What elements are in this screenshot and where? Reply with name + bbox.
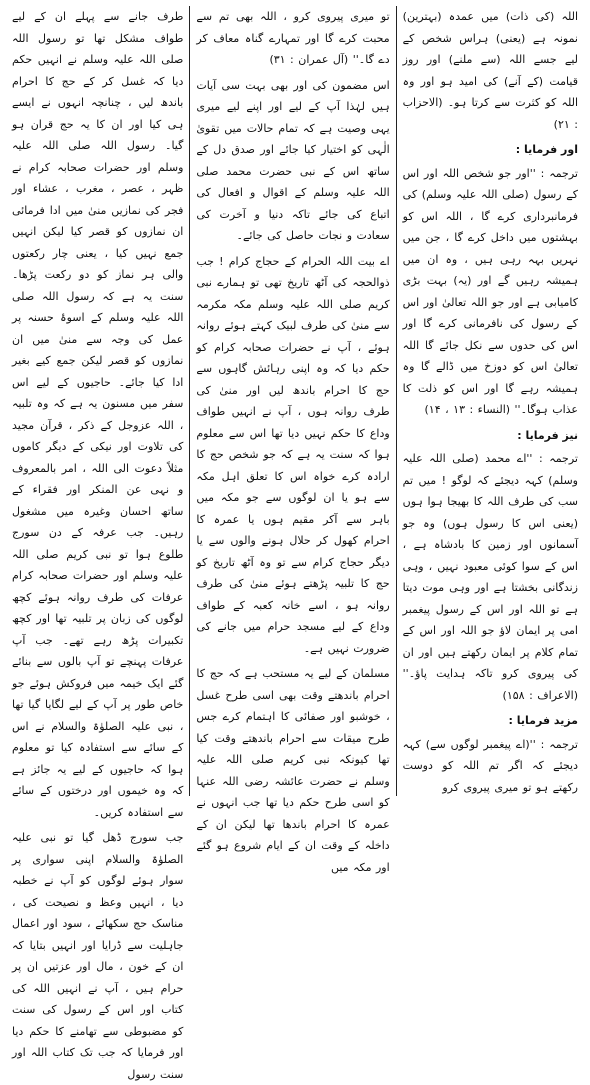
paragraph: اللہ (کی ذات) میں عمدہ (بہترین) نمونہ ہے (یعنی) ہراس شخص کے لیے جسے اللہ (سے ملنے) اور روز قیامت (کے آنے) کی امید ہو اور وہ اللہ کو کثرت سے کرتا ہو۔ (الاحزاب : ۲۱) — [402, 10, 578, 131]
column-middle — [190, 6, 395, 874]
subheading: اور فرمایا : — [515, 143, 578, 156]
subheading: نیز فرمایا : — [517, 428, 578, 442]
paragraph: جب سورج ڈھل گیا تو نبی علیہ الصلوٰۃ والسلام اپنی سواری پر سوار ہوئے لوگوں کو آپ نے خطبہ دیا ، انہیں وعظ و نصیحت کی ، مناسک حج سکھائے ، سود اور اعمال جاہلیت سے ڈرایا اور انہیں بتایا کہ ان کے خون ، مال اور عزتیں ان پر حرام ہیں ، آپ نے انہیں اللہ کی کتاب اور اس کے رسول کی سنت کو مضبوطی سے تھامنے کا حکم دیا اور فرمایا کہ جب تک کتاب اللہ اور سنت رسول — [12, 831, 184, 1081]
paragraph: مسلمان کے لیے یہ مستحب ہے کہ حج کا احرام باندھتے وقت بھی اسی طرح غسل ، خوشبو اور صفائی کا اہتمام کرے جس طرح میقات سے احرام باندھتے وقت کیا تھا کیونکہ نبی کریم صلی اللہ علیہ وسلم نے حضرت عائشہ رضی اللہ عنہا کو اسی طرح حکم دیا تھا جب انہوں نے عمرہ کا احرام باندھا تھا لیکن ان کے داخلہ کے وقت ان کے ایام شروع ہو گئے اور مکہ میں — [196, 667, 390, 874]
column-divider — [189, 6, 190, 796]
column-left — [6, 6, 189, 1081]
column-divider — [396, 6, 397, 796]
subheading: مزید فرمایا : — [508, 714, 578, 727]
column-right — [397, 6, 584, 796]
paragraph: ترجمہ : ''(اے پیغمبر لوگوں سے) کہہ دیجئے کہ اگر تم اللہ کو دوست رکھتے ہو تو میری پیروی کرو — [402, 737, 578, 794]
paragraph: ترجمہ : ''اور جو شخص اللہ اور اس کے رسول (صلی اللہ علیہ وسلم) کی فرمانبرداری کرے گا ، اللہ اس کو بہشتوں میں داخل کرے گا ، جن میں نہریں بہہ رہی ہیں ، وہ ان میں ہمیشہ رہیں گے اور (یہ) بہت بڑی کامیابی ہے اور جو اللہ تعالیٰ اور اس کے رسول کی نافرمانی کرے گا اور اس کی حدوں سے نکل جائے گا اللہ تعالیٰ اس کو دوزخ میں ڈالے گا وہ ہمیشہ رہے گا اور اس کو ذلت کا عذاب ہوگا۔'' (النساء : ۱۳ ، ۱۴) — [402, 166, 578, 416]
paragraph: تو میری پیروی کرو ، اللہ بھی تم سے محبت کرے گا اور تمہارے گناہ معاف کر دے گا۔'' (آل عمران : ۳۱) — [196, 10, 390, 66]
paragraph: اس مضمون کی اور بھی بہت سی آیات ہیں لہٰذا آپ کے لیے اور اپنے لیے میری یہی وصیت ہے کہ تمام حالات میں تقویٰ الٰہی کو اختیار کیا جائے اور صدق دل کے ساتھ اس کے نبی حضرت محمد صلی اللہ علیہ وسلم کے اقوال و افعال کی اتباع کی جائے تاکہ دنیا و آخرت کی سعادت و نجات حاصل کی جائے۔ — [196, 78, 390, 242]
paragraph: ترجمہ : ''اے محمد (صلی اللہ علیہ وسلم) کہہ دیجئے کہ لوگو ! میں تم سب کی طرف اللہ کا بھیجا ہوا ہوں (یعنی اس کا رسول ہوں) وہ جو آسمانوں اور زمین کا بادشاہ ہے ، اس کے سوا کوئی معبود نہیں ، وہی زندگانی بخشتا ہے اور وہی موت دیتا ہے تو اللہ اور اس کے رسول پیغمبر امی پر ایمان لاؤ جو اللہ اور اس کے تمام کلام پر ایمان رکھتے ہیں اور ان کی پیروی کرو تاکہ ہدایت پاؤ۔'' (الاعراف : ۱۵۸) — [402, 452, 578, 702]
paragraph: اے بیت اللہ الحرام کے حجاج کرام ! جب ذوالحجہ کی آٹھ تاریخ تھی تو ہمارے نبی کریم صلی اللہ علیہ وسلم مکہ مکرمہ سے منیٰ کی طرف لبیک کہتے ہوئے روانہ ہوئے ، آپ نے حضرات صحابہ کرام کو حکم دیا کہ وہ اپنی رہائش گاہوں سے حج کا احرام باندھ لیں اور منیٰ کی طرف روانہ ہوں ، آپ نے انہیں طواف وداع کا حکم نہیں دیا تھا اس سے معلوم ہوا کہ سنت یہ ہے کہ جو شخص حج کا ارادہ کرے خواہ اس کا تعلق اہل مکہ سے ہو یا ان لوگوں سے جو مکہ میں باہر سے آکر مقیم ہوں یا عمرہ کا احرام کھول کر حلال ہونے والوں سے یا دیگر حجاج کرام سے تو وہ آٹھ تاریخ کو حج کا تلبیہ پڑھتے ہوئے منیٰ کی طرف روانہ ہو ، اسے خانہ کعبہ کے طواف وداع کے لیے مسجد حرام میں جانے کی ضرورت نہیں ہے۔ — [196, 254, 390, 655]
paragraph: طرف جانے سے پہلے ان کے لیے طواف مشکل تھا تو رسول اللہ صلی اللہ علیہ وسلم نے انہیں حکم دیا کہ غسل کر کے حج کا احرام باندھ لیں ، چنانچہ انہوں نے ایسے ہی کیا اور ان کا یہ حج قران ہو گیا۔ رسول اللہ صلی اللہ علیہ وسلم اور حضرات صحابہ کرام نے ظہر ، عصر ، مغرب ، عشاء اور فجر کی نمازیں منیٰ میں ادا فرمائی ان نمازوں کو قصر کیا لیکن انہیں جمع نہیں کیا ، یعنی چار رکعتوں والی ہر نماز کو دو رکعت پڑھا۔ سنت یہ ہے کہ رسول اللہ صلی اللہ علیہ وسلم کے اسوۂ حسنہ پر عمل کی وجہ سے منیٰ میں ان نمازوں کو قصر لیکن جمع کیے بغیر ادا کیا جائے۔ حاجیوں کے لیے اس سفر میں مسنون یہ ہے کہ وہ تلبیہ ، اللہ عزوجل کے ذکر ، قرآن مجید کی تلاوت اور نیکی کے دیگر کاموں مثلاً دعوت الی اللہ ، امر بالمعروف و نہی عن المنکر اور فقراء کے ساتھ احسان وغیرہ میں مشغول رہیں۔ جب عرفہ کے دن سورج طلوع ہوا تو نبی کریم صلی اللہ علیہ وسلم اور حضرات صحابہ کرام عرفات کی طرف روانہ ہوئے کچھ لوگوں کی زبان پر تلبیہ تھا اور کچھ تکبیرات پڑھ رہے تھے۔ جب آپ عرفات پہنچے تو آپ بالوں سے بنائے گئے ایک خیمہ میں فروکش ہوئے جو خاص طور پر آپ کے لیے لگایا گیا تھا ، نبی علیہ الصلوٰۃ والسلام نے اس کے سائے سے استفادہ کیا تو معلوم ہوا کہ حاجیوں کے لیے یہ جائز ہے کہ وہ خیموں اور درختوں کے سائے سے استفادہ کریں۔ — [12, 10, 184, 819]
